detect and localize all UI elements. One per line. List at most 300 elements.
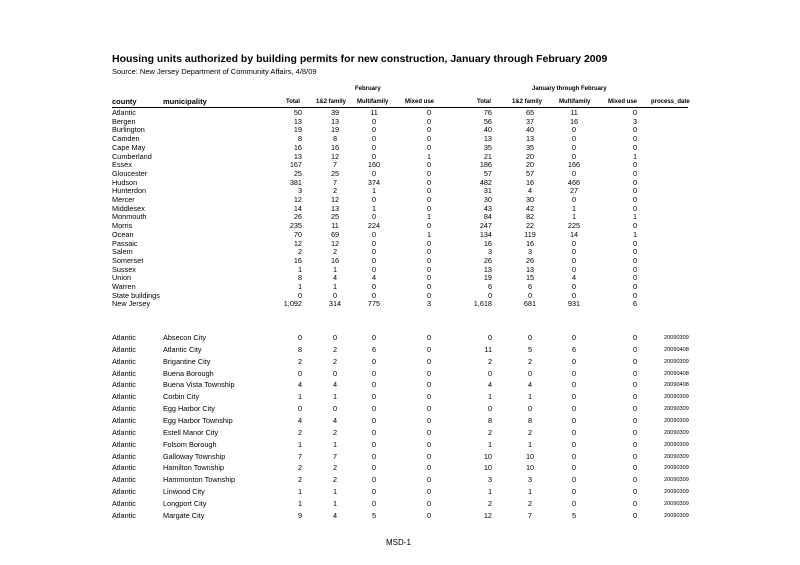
municipality-name: Brigantine City [163,356,211,366]
cell-12family-ytd: 37 [525,116,535,126]
cell-mixeduse-feb: 0 [426,195,431,204]
cell-12family-ytd: 681 [523,299,537,309]
cell-total-feb: 50 [293,108,302,117]
cell-mixeduse-feb: 0 [426,116,431,126]
cell-total-ytd: 1 [487,487,492,497]
process-date: 20090408 [664,370,689,377]
cell-total-feb: 4 [297,380,302,390]
cell-12family-feb: 2 [332,427,338,437]
cell-multifamily-ytd: 0 [571,255,577,265]
cell-multifamily-feb: 0 [371,134,377,144]
cell-multifamily-ytd: 466 [567,177,581,187]
cell-12family-ytd: 26 [525,255,535,265]
county-name: Middlesex [112,203,145,213]
col-header-multifamily-ytd: Multifamily [559,99,591,105]
cell-mixeduse-feb: 0 [426,186,431,196]
cell-multifamily-ytd: 0 [571,134,577,144]
cell-total-feb: 9 [297,510,302,520]
cell-multifamily-feb: 0 [371,195,377,204]
cell-multifamily-ytd: 16 [569,116,579,126]
cell-12family-ytd: 16 [525,238,535,248]
cell-mixeduse-feb: 0 [426,380,431,390]
cell-multifamily-ytd: 14 [569,229,579,239]
cell-multifamily-feb: 160 [367,160,381,170]
cell-total-feb: 1,092 [283,299,302,309]
cell-total-ytd: 4 [487,380,492,390]
process-date: 20090309 [664,512,689,519]
municipality-name: Hammonton Township [163,475,236,485]
county-name: State buildings [112,290,160,300]
municipality-name: Absecon City [163,333,206,342]
cell-mixeduse-feb: 0 [426,125,431,135]
cell-total-feb: 8 [297,273,302,283]
cell-mixeduse-feb: 0 [426,451,431,461]
cell-multifamily-feb: 0 [371,404,377,414]
cell-mixeduse-ytd: 1 [632,151,637,161]
cell-total-ytd: 40 [483,125,492,135]
cell-mixeduse-ytd: 0 [632,255,637,265]
cell-multifamily-feb: 0 [371,255,377,265]
cell-12family-ytd: 1 [527,487,533,497]
cell-mixeduse-ytd: 0 [632,195,637,204]
cell-total-ytd: 1 [487,439,492,449]
cell-mixeduse-ytd: 0 [632,160,637,170]
cell-total-ytd: 1,618 [473,299,492,309]
process-date: 20090309 [664,453,689,460]
municipality-name: Hamilton Township [163,463,225,473]
cell-12family-ytd: 4 [527,186,533,196]
cell-mixeduse-ytd: 0 [632,427,637,437]
cell-12family-ytd: 82 [525,212,535,222]
municipality-name: Atlantic City [163,344,202,354]
cell-12family-feb: 13 [330,116,340,126]
cell-total-ytd: 11 [484,344,492,354]
cell-mixeduse-ytd: 0 [632,439,637,449]
cell-12family-feb: 2 [332,344,338,354]
cell-total-feb: 8 [297,344,302,354]
cell-mixeduse-feb: 0 [426,273,431,283]
county-name: Camden [112,134,140,144]
cell-12family-ytd: 5 [527,344,533,354]
cell-total-ytd: 30 [483,195,492,204]
cell-total-feb: 0 [297,368,302,378]
county-name: Atlantic [112,415,136,425]
cell-mixeduse-feb: 1 [426,212,431,222]
cell-total-feb: 381 [289,177,302,187]
cell-mixeduse-ytd: 0 [632,451,637,461]
process-date: 20090309 [664,417,689,424]
cell-mixeduse-feb: 0 [426,203,431,213]
cell-multifamily-feb: 0 [371,247,377,257]
county-name: Atlantic [112,392,136,402]
municipality-name: Galloway Township [163,451,226,461]
cell-12family-feb: 1 [332,282,338,291]
cell-total-feb: 2 [297,475,302,485]
cell-12family-feb: 4 [332,273,338,283]
report-source: Source: New Jersey Department of Community Affairs, 4/8/09 [112,67,317,76]
cell-total-feb: 1 [297,487,302,497]
cell-mixeduse-feb: 3 [426,299,431,309]
cell-12family-ytd: 57 [525,168,535,178]
cell-12family-feb: 7 [332,177,338,187]
county-name: Bergen [112,116,136,126]
cell-total-ytd: 56 [483,116,492,126]
county-name: Hunterdon [112,186,147,196]
cell-total-feb: 2 [297,356,302,366]
cell-multifamily-feb: 0 [371,229,377,239]
cell-multifamily-ytd: 0 [571,487,577,497]
county-name: Warren [112,282,136,291]
cell-12family-ytd: 1 [527,439,533,449]
cell-multifamily-feb: 0 [371,168,377,178]
cell-multifamily-feb: 0 [371,392,377,402]
cell-12family-ytd: 4 [527,380,533,390]
cell-total-feb: 12 [293,195,302,204]
cell-mixeduse-ytd: 0 [632,238,637,248]
cell-multifamily-ytd: 5 [571,510,577,520]
cell-multifamily-feb: 0 [371,151,377,161]
cell-mixeduse-feb: 0 [426,108,431,117]
cell-mixeduse-feb: 0 [426,142,431,152]
cell-12family-feb: 4 [332,510,338,520]
process-date: 20090408 [664,382,689,389]
cell-12family-ytd: 10 [525,463,535,473]
cell-multifamily-ytd: 0 [571,247,577,257]
county-name: Essex [112,160,132,170]
cell-multifamily-ytd: 0 [571,439,577,449]
cell-12family-feb: 19 [330,125,340,135]
cell-total-feb: 1 [297,264,302,274]
cell-mixeduse-feb: 0 [426,282,431,291]
cell-mixeduse-feb: 0 [426,264,431,274]
cell-multifamily-feb: 11 [370,108,378,117]
cell-mixeduse-ytd: 0 [632,463,637,473]
county-name: Passaic [112,238,138,248]
cell-multifamily-feb: 0 [371,475,377,485]
cell-12family-feb: 16 [330,255,340,265]
cell-12family-feb: 2 [332,356,338,366]
cell-mixeduse-ytd: 0 [632,142,637,152]
cell-12family-feb: 11 [331,221,339,231]
county-name: Mercer [112,195,135,204]
cell-total-ytd: 31 [483,186,492,196]
county-name: Morris [112,221,133,231]
cell-multifamily-feb: 0 [371,439,377,449]
col-header-total-feb: Total [286,99,300,105]
cell-multifamily-ytd: 6 [571,344,577,354]
cell-mixeduse-feb: 0 [426,344,431,354]
cell-multifamily-feb: 0 [371,290,377,300]
cell-12family-feb: 12 [330,238,340,248]
cell-total-feb: 19 [293,125,302,135]
county-name: Somerset [112,255,144,265]
cell-mixeduse-ytd: 3 [632,116,637,126]
cell-mixeduse-feb: 0 [426,368,431,378]
cell-multifamily-feb: 374 [367,177,381,187]
county-name: Atlantic [112,333,136,342]
cell-multifamily-feb: 224 [367,221,381,231]
cell-multifamily-feb: 0 [371,368,377,378]
cell-12family-feb: 4 [332,415,338,425]
cell-mixeduse-ytd: 0 [632,380,637,390]
page-footer: MSD-1 [386,538,411,547]
cell-total-feb: 2 [297,247,302,257]
cell-12family-ytd: 8 [527,415,533,425]
cell-total-ytd: 0 [487,368,492,378]
cell-mixeduse-feb: 0 [426,475,431,485]
cell-mixeduse-feb: 0 [426,333,431,342]
cell-12family-ytd: 35 [525,142,535,152]
cell-mixeduse-ytd: 1 [632,212,637,222]
cell-multifamily-ytd: 0 [571,451,577,461]
cell-total-ytd: 134 [479,229,492,239]
process-date: 20090309 [664,477,689,484]
cell-multifamily-feb: 0 [371,487,377,497]
cell-total-ytd: 84 [483,212,492,222]
cell-mixeduse-ytd: 0 [632,475,637,485]
county-name: Atlantic [112,356,136,366]
cell-mixeduse-ytd: 0 [632,498,637,508]
county-name: Gloucester [112,168,148,178]
cell-total-ytd: 10 [483,451,492,461]
cell-multifamily-ytd: 0 [571,151,577,161]
cell-mixeduse-ytd: 0 [632,356,637,366]
cell-multifamily-ytd: 0 [571,392,577,402]
cell-mixeduse-feb: 0 [426,463,431,473]
cell-mixeduse-ytd: 0 [632,404,637,414]
cell-mixeduse-feb: 0 [426,404,431,414]
cell-12family-ytd: 0 [527,333,533,342]
cell-mixeduse-ytd: 0 [632,392,637,402]
cell-total-ytd: 0 [487,404,492,414]
cell-multifamily-feb: 0 [371,380,377,390]
col-header-mixeduse-feb: Mixed use [405,99,435,105]
cell-multifamily-ytd: 0 [571,333,577,342]
col-header-municipality: municipality [163,97,207,106]
municipality-name: Longport City [163,498,207,508]
cell-total-ytd: 2 [487,356,492,366]
cell-multifamily-ytd: 0 [571,195,577,204]
cell-12family-feb: 13 [330,203,340,213]
cell-12family-feb: 1 [332,439,338,449]
municipality-name: Buena Vista Township [163,380,235,390]
cell-total-ytd: 57 [483,168,492,178]
cell-mixeduse-feb: 0 [426,487,431,497]
cell-mixeduse-feb: 0 [426,238,431,248]
cell-multifamily-ytd: 0 [571,427,577,437]
county-name: Atlantic [112,463,136,473]
cell-multifamily-ytd: 0 [571,415,577,425]
cell-12family-ytd: 0 [527,368,533,378]
cell-total-feb: 1 [297,498,302,508]
cell-multifamily-ytd: 0 [571,475,577,485]
cell-total-ytd: 12 [483,510,492,520]
cell-multifamily-ytd: 11 [570,108,578,117]
municipality-name: Egg Harbor Township [163,415,233,425]
cell-multifamily-feb: 6 [371,344,377,354]
cell-multifamily-feb: 0 [371,427,377,437]
cell-total-ytd: 2 [487,498,492,508]
cell-12family-ytd: 16 [525,177,535,187]
cell-multifamily-feb: 0 [371,212,377,222]
cell-12family-ytd: 0 [527,290,533,300]
group-header-ytd: January through February [532,86,607,92]
cell-mixeduse-feb: 1 [426,151,431,161]
cell-12family-ytd: 13 [525,134,535,144]
cell-total-feb: 13 [293,151,302,161]
cell-12family-ytd: 3 [527,475,533,485]
cell-total-ytd: 2 [487,427,492,437]
cell-mixeduse-ytd: 0 [632,264,637,274]
report-title: Housing units authorized by building permits for new construction, January through February 2009 [112,53,608,65]
cell-mixeduse-ytd: 1 [632,229,637,239]
cell-multifamily-ytd: 0 [571,290,577,300]
cell-multifamily-feb: 0 [371,451,377,461]
cell-12family-feb: 4 [332,380,338,390]
cell-12family-ytd: 42 [525,203,535,213]
cell-total-feb: 12 [293,238,302,248]
cell-12family-feb: 25 [330,212,340,222]
cell-total-feb: 7 [297,451,302,461]
cell-mixeduse-ytd: 0 [632,168,637,178]
cell-multifamily-ytd: 166 [567,160,581,170]
cell-multifamily-ytd: 0 [571,368,577,378]
cell-multifamily-ytd: 0 [571,404,577,414]
cell-multifamily-feb: 0 [371,498,377,508]
cell-total-ytd: 10 [483,463,492,473]
cell-total-ytd: 8 [487,415,492,425]
county-name: Atlantic [112,475,136,485]
county-name: Atlantic [112,108,136,117]
col-header-multifamily-feb: Multifamily [357,99,389,105]
municipality-name: Buena Borough [163,368,214,378]
cell-multifamily-ytd: 0 [571,282,577,291]
cell-12family-feb: 1 [332,264,338,274]
cell-total-ytd: 0 [487,333,492,342]
cell-12family-ytd: 119 [524,229,536,239]
cell-multifamily-ytd: 0 [571,264,577,274]
cell-12family-feb: 2 [332,247,338,257]
col-header-process-date: process_date [651,99,690,105]
cell-12family-ytd: 3 [527,247,533,257]
cell-12family-ytd: 2 [527,427,533,437]
process-date: 20090408 [664,346,689,353]
cell-total-feb: 3 [297,186,302,196]
cell-total-feb: 25 [293,168,302,178]
cell-12family-ytd: 0 [527,404,533,414]
cell-multifamily-feb: 0 [371,333,377,342]
cell-mixeduse-ytd: 0 [632,282,637,291]
county-name: Atlantic [112,344,136,354]
process-date: 20090309 [664,335,689,341]
county-name: Burlington [112,125,145,135]
cell-multifamily-ytd: 0 [571,380,577,390]
cell-12family-feb: 2 [332,475,338,485]
cell-total-ytd: 1 [487,392,492,402]
cell-12family-feb: 1 [332,487,338,497]
cell-total-feb: 4 [297,415,302,425]
cell-total-feb: 0 [297,290,302,300]
cell-multifamily-feb: 4 [371,273,377,283]
group-header-february: February [355,86,381,92]
cell-total-ytd: 13 [483,134,492,144]
cell-total-ytd: 43 [483,203,492,213]
cell-mixeduse-ytd: 0 [632,290,637,300]
cell-total-feb: 167 [289,160,302,170]
county-name: Cumberland [112,151,152,161]
municipality-name: Folsom Borough [163,439,217,449]
cell-12family-ytd: 20 [525,151,535,161]
cell-12family-feb: 12 [330,151,340,161]
cell-mixeduse-feb: 0 [426,255,431,265]
cell-mixeduse-ytd: 0 [632,487,637,497]
cell-12family-feb: 0 [332,368,338,378]
col-header-12family-feb: 1&2 family [316,99,347,105]
cell-mixeduse-ytd: 0 [632,134,637,144]
cell-multifamily-ytd: 1 [571,203,577,213]
cell-mixeduse-ytd: 0 [632,344,637,354]
cell-mixeduse-ytd: 0 [632,108,637,117]
cell-multifamily-feb: 0 [371,282,377,291]
cell-mixeduse-ytd: 0 [632,186,637,196]
cell-mixeduse-feb: 0 [426,392,431,402]
cell-total-feb: 1 [297,282,302,291]
cell-mixeduse-feb: 0 [426,247,431,257]
cell-multifamily-feb: 5 [371,510,377,520]
cell-12family-ytd: 15 [525,273,535,283]
cell-12family-feb: 7 [332,451,338,461]
cell-mixeduse-feb: 0 [426,168,431,178]
process-date: 20090309 [664,500,689,507]
municipality-name: Egg Harbor City [163,404,215,414]
cell-total-feb: 26 [293,212,302,222]
cell-multifamily-ytd: 1 [571,212,577,222]
cell-total-feb: 235 [289,221,302,231]
cell-total-ytd: 16 [483,238,492,248]
cell-12family-ytd: 13 [525,264,535,274]
cell-12family-ytd: 65 [525,108,535,117]
cell-mixeduse-feb: 0 [426,498,431,508]
cell-mixeduse-feb: 0 [426,415,431,425]
county-name: Hudson [112,177,138,187]
process-date: 20090309 [664,406,689,413]
cell-total-feb: 13 [293,116,302,126]
cell-mixeduse-ytd: 6 [632,299,637,309]
cell-multifamily-ytd: 0 [571,168,577,178]
cell-mixeduse-ytd: 0 [632,415,637,425]
cell-mixeduse-ytd: 0 [632,368,637,378]
county-name: Union [112,273,132,283]
county-name: Salem [112,247,133,257]
cell-12family-feb: 7 [332,160,338,170]
cell-total-ytd: 6 [487,282,492,291]
cell-multifamily-ytd: 0 [571,125,577,135]
municipality-name: Corbin City [163,392,200,402]
cell-mixeduse-ytd: 0 [632,333,637,342]
cell-12family-feb: 1 [332,498,338,508]
cell-total-ytd: 3 [487,475,492,485]
cell-multifamily-feb: 1 [371,186,377,196]
cell-12family-ytd: 2 [527,356,533,366]
process-date: 20090309 [664,441,689,448]
cell-multifamily-ytd: 931 [567,299,581,309]
cell-total-feb: 16 [293,255,302,265]
cell-total-feb: 0 [297,333,302,342]
header-rule [112,107,688,108]
col-header-12family-ytd: 1&2 family [512,99,543,105]
cell-total-feb: 0 [297,404,302,414]
cell-mixeduse-ytd: 0 [632,247,637,257]
